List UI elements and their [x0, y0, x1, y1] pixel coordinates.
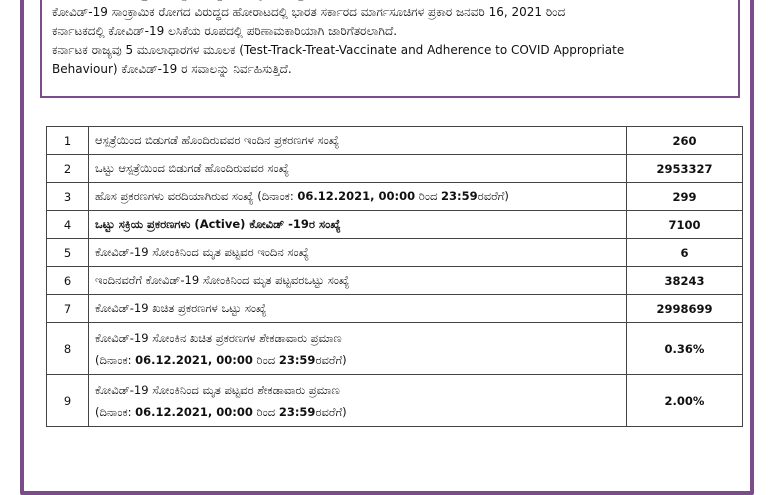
row-label: ಆಸ್ಪತ್ರೆಯಿಂದ ಬಿಡುಗಡೆ ಹೊಂದಿರುವವರ ಇಂದಿನ ಪ್ರಕರಣಗಳ ಸಂಖ್ಯೆ — [89, 127, 627, 155]
table-row — [47, 295, 743, 323]
row-label — [89, 323, 627, 375]
row-value: 38243 — [627, 267, 743, 295]
date-range-join: ರಿಂದ — [252, 352, 279, 367]
row-number: 4 — [47, 211, 89, 239]
row-label — [89, 183, 627, 211]
row-label: ಕೋವಿಡ್-19 ಸೋಂಕಿನಿಂದ ಮೃತ ಪಟ್ಟವರ ಇಂದಿನ ಸಂಖ್ಯೆ — [89, 239, 627, 267]
date-range-start: 06.12.2021, 00:00 — [135, 352, 253, 367]
date-range-start: 06.12.2021, 00:00 — [135, 404, 253, 419]
row-number: 3 — [47, 183, 89, 211]
table-row — [47, 375, 743, 427]
date-range-prefix: (ದಿನಾಂಕ: — [95, 352, 136, 367]
intro-line-2: ಕರ್ನಾಟಕದಲ್ಲಿ ಕೋವಿಡ್-19 ಲಸಿಕೆಯ ರೂಪದಲ್ಲಿ ಪರಿಣಾಮಕಾರಿಯಾಗಿ ಜಾರಿಗೆತರಲಾಗಿದೆ. — [52, 24, 398, 38]
row-label: ಒಟ್ಟು ಆಸ್ಪತ್ರೆಯಿಂದ ಬಿಡುಗಡೆ ಹೊಂದಿರುವವರ ಸಂಖ್ಯೆ — [89, 155, 627, 183]
row-number: 6 — [47, 267, 89, 295]
row-value: 2.00% — [627, 375, 743, 427]
date-range-join: ರಿಂದ — [252, 404, 279, 419]
row-number: 8 — [47, 323, 89, 375]
row-number: 2 — [47, 155, 89, 183]
intro-line-1: ಕೋವಿಡ್-19 ಸಾಂಕ್ರಾಮಿಕ ರೋಗದ ವಿರುದ್ಧದ ಹೋರಾಟದಲ್ಲಿ ಭಾರತ ಸರ್ಕಾರದ ಮಾರ್ಗಸೂಚಿಗಳ ಪ್ರಕಾರ ಜನವರಿ 16, 2021 ರಿಂದ — [52, 5, 566, 19]
table-row — [47, 267, 743, 295]
date-range-end: 23:59 — [278, 404, 316, 419]
row-label: ಒಟ್ಟು ಸಕ್ರಿಯ ಪ್ರಕರಣಗಳು (Active) ಕೋವಿಡ್ -19ರ ಸಂಖ್ಯೆ — [89, 211, 627, 239]
intro-line-3: ಕರ್ನಾಟಕ ರಾಜ್ಯವು 5 ಮೂಲಾಧಾರಗಳ ಮೂಲಕ (Test-Track-Treat-Vaccinate and Adherence to COVID Appropriate — [52, 43, 625, 57]
table-row — [47, 211, 743, 239]
table-row — [47, 127, 743, 155]
row-date-range — [95, 401, 620, 423]
row-value: 260 — [627, 127, 743, 155]
row-value: 2953327 — [627, 155, 743, 183]
table-row — [47, 183, 743, 211]
row-value: 6 — [627, 239, 743, 267]
date-range-join: ರಿಂದ — [415, 189, 442, 203]
date-range-end: 23:59 — [441, 189, 478, 203]
row-value: 2998699 — [627, 295, 743, 323]
date-range-start: 06.12.2021, 00:00 — [297, 189, 416, 203]
row-label: ಇಂದಿನವರೆಗೆ ಕೋವಿಡ್-19 ಸೋಂಕಿನಿಂದ ಮೃತ ಪಟ್ಟವರಒಟ್ಟು ಸಂಖ್ಯೆ — [89, 267, 627, 295]
intro-line-4: Behaviour) ಕೋವಿಡ್-19 ರ ಸವಾಲನ್ನು ನಿರ್ವಹಿಸುತ್ತಿದೆ. — [52, 62, 292, 76]
date-range-tail: ರವರೆಗೆ) — [477, 189, 509, 203]
intro-box — [40, 0, 740, 98]
date-range-end: 23:59 — [278, 352, 316, 367]
row-label-text: ಕೋವಿಡ್-19 ಸೋಂಕಿನಿಂದ ಮೃತ ಪಟ್ಟವರ ಶೇಕಡಾವಾರು ಪ್ರಮಾಣ — [95, 382, 340, 397]
row-value: 299 — [627, 183, 743, 211]
row-label — [89, 375, 627, 427]
row-number: 7 — [47, 295, 89, 323]
date-range-tail: ರವರೆಗೆ) — [315, 352, 347, 367]
date-range-prefix: (ದಿನಾಂಕ: — [95, 404, 136, 419]
row-label-text: ಹೊಸ ಪ್ರಕರಣಗಳು ವರದಿಯಾಗಿರುವ ಸಂಖ್ಯೆ (ದಿನಾಂಕ: — [95, 189, 298, 203]
covid-stats-table — [46, 126, 743, 427]
row-number: 5 — [47, 239, 89, 267]
date-range-tail: ರವರೆಗೆ) — [315, 404, 347, 419]
row-label: ಕೋವಿಡ್-19 ಖಚಿತ ಪ್ರಕರಣಗಳ ಒಟ್ಟು ಸಂಖ್ಯೆ — [89, 295, 627, 323]
table-row — [47, 239, 743, 267]
row-date-range — [95, 349, 620, 371]
row-number: 1 — [47, 127, 89, 155]
row-label-text: ಕೋವಿಡ್-19 ಸೋಂಕಿನ ಖಚಿತ ಪ್ರಕರಣಗಳ ಶೇಕಡಾವಾರು ಪ್ರಮಾಣ — [95, 330, 342, 345]
row-number: 9 — [47, 375, 89, 427]
table-row — [47, 155, 743, 183]
row-value: 7100 — [627, 211, 743, 239]
row-value: 0.36% — [627, 323, 743, 375]
table-row — [47, 323, 743, 375]
